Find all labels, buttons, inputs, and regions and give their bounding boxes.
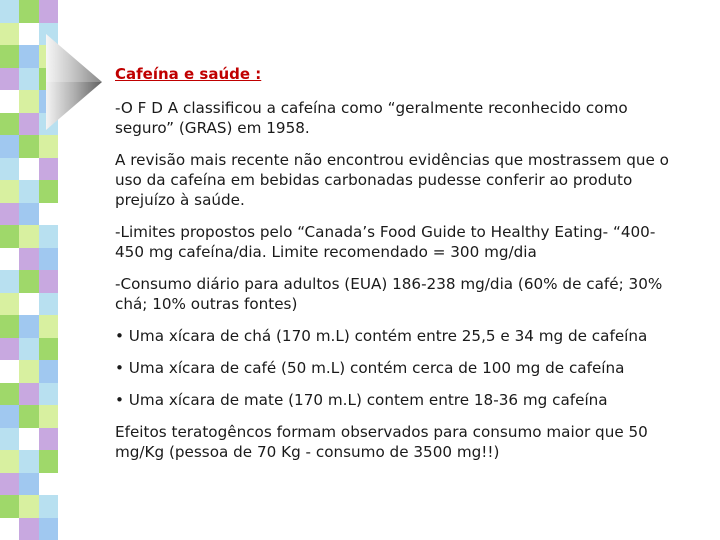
strip-tile (39, 0, 58, 23)
strip-tile (39, 450, 58, 473)
bullet-mate: • Uma xícara de mate (170 m.L) contem entre 18-36 mg cafeína (115, 391, 608, 409)
strip-tile (39, 473, 58, 496)
paragraph-canada-limits: -Limites propostos pelo “Canada’s Food Guide to Healthy Eating- “400-450 mg cafeína/dia. Limite recomendado = 300 mg/dia (115, 223, 656, 261)
strip-tile (0, 360, 19, 383)
strip-tile (19, 45, 38, 68)
strip-tile (39, 495, 58, 518)
strip-tile (19, 0, 38, 23)
strip-tile (0, 473, 19, 496)
strip-tile (19, 23, 38, 46)
strip-tile (39, 203, 58, 226)
strip-tile (19, 360, 38, 383)
strip-tile (0, 248, 19, 271)
strip-tile (39, 158, 58, 181)
strip-tile (0, 180, 19, 203)
strip-tile (19, 68, 38, 91)
strip-tile (0, 270, 19, 293)
strip-tile (0, 113, 19, 136)
strip-tile (0, 135, 19, 158)
strip-tile (39, 338, 58, 361)
strip-tile (39, 405, 58, 428)
strip-tile (0, 405, 19, 428)
strip-tile (19, 518, 38, 540)
strip-tile (19, 495, 38, 518)
paragraph-daily-consumption: -Consumo diário para adultos (EUA) 186-238 mg/dia (60% de café; 30% chá; 10% outras fontes) (115, 275, 663, 313)
strip-tile (19, 135, 38, 158)
strip-tile (0, 293, 19, 316)
strip-tile (39, 293, 58, 316)
strip-tile (39, 225, 58, 248)
strip-tile (0, 203, 19, 226)
strip-tile (0, 158, 19, 181)
triangle-arrow-icon (44, 32, 104, 132)
strip-tile (0, 90, 19, 113)
strip-tile (19, 338, 38, 361)
paragraph-review: A revisão mais recente não encontrou evidências que mostrassem que o uso da cafeína em bebidas carbonadas pudesse conferir ao produto prejuízo à saúde. (115, 151, 669, 209)
strip-tile (19, 113, 38, 136)
strip-tile (39, 180, 58, 203)
strip-tile (19, 405, 38, 428)
strip-tile (0, 495, 19, 518)
paragraph-teratogenic: Efeitos teratogêncos formam observados para consumo maior que 50 mg/Kg (pessoa de 70 Kg - consumo de 3500 mg!!) (115, 423, 648, 461)
strip-tile (19, 158, 38, 181)
strip-tile (39, 360, 58, 383)
bullet-coffee: • Uma xícara de café (50 m.L) contém cerca de 100 mg de cafeína (115, 359, 625, 377)
strip-tile (39, 383, 58, 406)
strip-tile (0, 518, 19, 540)
strip-tile (0, 338, 19, 361)
strip-tile (0, 315, 19, 338)
strip-tile (19, 90, 38, 113)
strip-tile (19, 428, 38, 451)
strip-tile (0, 68, 19, 91)
strip-tile (0, 428, 19, 451)
strip-tile (19, 270, 38, 293)
strip-tile (19, 248, 38, 271)
strip-tile (39, 315, 58, 338)
strip-tile (19, 473, 38, 496)
slide-title: Cafeína e saúde : (115, 65, 262, 83)
strip-tile (39, 428, 58, 451)
strip-tile (19, 293, 38, 316)
strip-tile (39, 270, 58, 293)
strip-tile (39, 135, 58, 158)
paragraph-fda: -O F D A classificou a cafeína como “geralmente reconhecido como seguro” (GRAS) em 1958. (115, 99, 628, 137)
strip-tile (19, 180, 38, 203)
strip-tile (19, 225, 38, 248)
bullet-tea: • Uma xícara de chá (170 m.L) contém entre 25,5 e 34 mg de cafeína (115, 327, 648, 345)
strip-tile (19, 383, 38, 406)
slide-content (115, 64, 675, 474)
strip-tile (39, 248, 58, 271)
strip-tile (0, 225, 19, 248)
strip-tile (0, 23, 19, 46)
strip-tile (19, 450, 38, 473)
strip-tile (19, 203, 38, 226)
strip-tile (19, 315, 38, 338)
strip-tile (0, 383, 19, 406)
strip-tile (0, 0, 19, 23)
strip-tile (0, 450, 19, 473)
strip-tile (39, 518, 58, 540)
strip-tile (0, 45, 19, 68)
